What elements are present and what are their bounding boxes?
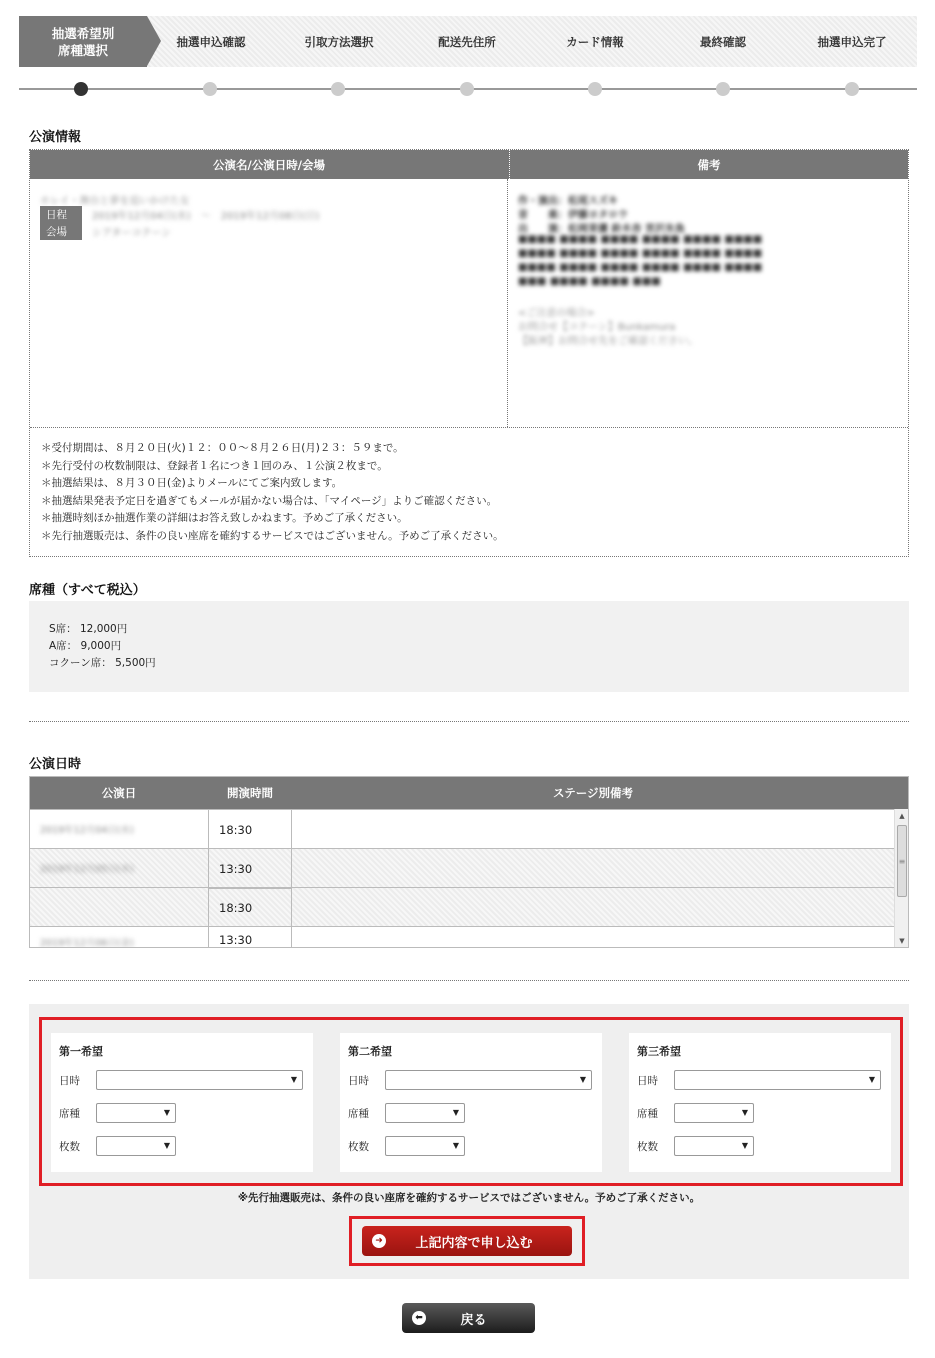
event-name: ホレイ・舞台と夢を追いかけた女: [40, 196, 190, 206]
date-label: 日時: [637, 1074, 658, 1087]
step-apply-complete: 抽選申込完了: [817, 34, 887, 49]
choice-selection-frame: [39, 1017, 903, 1186]
chevron-down-icon: ▼: [579, 1075, 586, 1084]
chevron-down-icon: ▼: [741, 1108, 748, 1117]
scroll-up-icon[interactable]: ▲: [899, 812, 905, 820]
step-shipping-address: 配送先住所: [438, 34, 496, 49]
row-date: 2019年12月06日(金): [40, 938, 134, 948]
third-choice-qty-select[interactable]: [674, 1136, 754, 1156]
third-choice-seat-select[interactable]: [674, 1103, 754, 1123]
progress-dot: [845, 82, 859, 96]
qty-label: 枚数: [637, 1140, 658, 1153]
choice-title: 第二希望: [348, 1045, 392, 1058]
note-line: ＊先行受付の枚数制限は、登録者１名につき１回のみ、１公演２枚まで。: [41, 459, 388, 472]
dates-scrollbar[interactable]: [894, 809, 908, 948]
remarks-line: お問合せ【コクーン】Bunkamura: [518, 322, 676, 332]
second-choice-panel: [340, 1033, 602, 1172]
remarks-line: <ご注意の場合>: [518, 308, 595, 318]
performance-notes: [30, 427, 908, 557]
first-choice-seat-select[interactable]: [96, 1103, 176, 1123]
step-label-line1: 抽選希望別: [51, 25, 115, 41]
second-choice-date-select[interactable]: [385, 1070, 592, 1090]
chevron-down-icon: ▼: [868, 1075, 875, 1084]
seat-type-item: A席： 9,000円: [49, 640, 122, 652]
progress-dot: [716, 82, 730, 96]
note-line: ＊先行抽選販売は、条件の良い座席を確約するサービスではございません。予めご了承ください。: [41, 529, 504, 542]
step-label-line2: 席種選択: [57, 42, 108, 58]
step-pickup-method: 引取方法選択: [304, 34, 374, 49]
note-line: ＊抽選結果発表予定日を過ぎてもメールが届かない場合は、「マイページ」よりご確認ください。: [41, 494, 498, 507]
arrow-right-circle-icon: ➜: [372, 1234, 386, 1248]
seat-type-list: [29, 601, 909, 692]
section-divider: [29, 721, 909, 722]
col-date-header: 公演日: [101, 786, 137, 800]
row-date: 2019年12月05日(木): [40, 864, 134, 875]
progress-dot: [331, 82, 345, 96]
event-details: [30, 179, 508, 427]
col-event-header: 公演名/公演日時/会場: [213, 157, 325, 172]
application-area: [29, 1004, 909, 1279]
seat-type-item: コクーン席： 5,500円: [49, 657, 156, 669]
col-time-header: 開演時間: [227, 786, 273, 800]
col-remarks-header: 備考: [509, 150, 908, 179]
col-stage-remarks-header: ステージ別備考: [552, 786, 634, 800]
event-date-range: 2019年12月04日(水) ～ 2019年12月08日(日): [92, 211, 320, 222]
dates-section-title: 公演日時: [29, 757, 82, 772]
row-date: 2019年12月04日(水): [40, 825, 134, 836]
chevron-down-icon: ▼: [163, 1141, 170, 1150]
back-button-label: 戻る: [460, 1312, 487, 1328]
remarks-line: 音 楽：伊藤ヨタロウ: [518, 210, 628, 220]
remarks-line: 作・演出：松尾スズキ: [518, 196, 618, 206]
date-tag: 日程: [40, 206, 82, 223]
date-label: 日時: [59, 1074, 80, 1087]
row-time: 13:30: [208, 927, 292, 948]
scroll-down-icon[interactable]: ▼: [899, 937, 905, 945]
chevron-down-icon: ▼: [741, 1141, 748, 1150]
chevron-down-icon: ▼: [452, 1108, 459, 1117]
seats-section-title: 席種（すべて税込）: [29, 583, 146, 598]
row-time: 18:30: [208, 888, 292, 927]
row-time: 18:30: [208, 810, 292, 849]
progress-dot: [588, 82, 602, 96]
performance-info-table: [29, 149, 909, 557]
qty-label: 枚数: [59, 1140, 80, 1153]
chevron-down-icon: ▼: [163, 1108, 170, 1117]
seat-type-item: S席： 12,000円: [49, 623, 128, 635]
table-row: [30, 809, 894, 848]
progress-dot: [460, 82, 474, 96]
performance-table-header: [30, 150, 908, 179]
row-date: [30, 888, 208, 912]
table-row: [30, 887, 894, 926]
note-line: ＊抽選結果は、８月３０日(金)よりメールにてご案内致します。: [41, 477, 343, 489]
submit-button-frame: [349, 1216, 585, 1266]
first-choice-date-select[interactable]: [96, 1070, 303, 1090]
date-label: 日時: [348, 1074, 369, 1087]
step-card-info: カード情報: [566, 34, 624, 49]
section-divider: [29, 980, 909, 981]
table-row: [30, 926, 894, 948]
performance-dates-table[interactable]: [29, 776, 909, 948]
third-choice-date-select[interactable]: [674, 1070, 881, 1090]
choice-title: 第一希望: [59, 1045, 103, 1058]
event-remarks: [509, 179, 908, 427]
qty-label: 枚数: [348, 1140, 369, 1153]
second-choice-seat-select[interactable]: [385, 1103, 465, 1123]
second-choice-qty-select[interactable]: [385, 1136, 465, 1156]
remarks-line: 出 演：松岡茉優 鈴木杏 宮沢氷魚: [518, 224, 685, 234]
first-choice-qty-select[interactable]: [96, 1136, 176, 1156]
progress-dot-active: [74, 82, 88, 96]
remarks-cast-block: ■■■■ ■■■■ ■■■■ ■■■■ ■■■■ ■■■■: [518, 248, 763, 259]
submit-button-label: 上記内容で申し込む: [415, 1235, 533, 1251]
seat-label: 席種: [637, 1107, 658, 1120]
table-row: [30, 848, 894, 887]
remarks-line: 【阪神】お問合せ先をご確認ください。: [518, 336, 698, 346]
scroll-thumb[interactable]: ≡: [897, 825, 907, 897]
performance-section-title: 公演情報: [29, 130, 82, 145]
seat-label: 席種: [59, 1107, 80, 1120]
row-time: 13:30: [208, 849, 292, 888]
submit-application-button[interactable]: [362, 1226, 572, 1256]
dates-table-header: [30, 777, 908, 809]
third-choice-panel: [629, 1033, 891, 1172]
note-line: ＊抽選時刻ほか抽選作業の詳細はお答え致しかねます。予めご了承ください。: [41, 512, 408, 524]
event-venue: シアターコクーン: [92, 228, 172, 239]
chevron-down-icon: ▼: [290, 1075, 297, 1084]
arrow-left-circle-icon: ⬅: [412, 1311, 426, 1325]
remarks-cast-block: ■■■■ ■■■■ ■■■■ ■■■■ ■■■■ ■■■■: [518, 234, 763, 245]
note-line: ＊受付期間は、８月２０日(火)１２：００～８月２６日(月)２３：５９まで。: [41, 442, 404, 454]
first-choice-panel: [51, 1033, 313, 1172]
application-note: ※先行抽選販売は、条件の良い座席を確約するサービスではございません。予めご了承ください。: [237, 1192, 701, 1204]
step-seat-selection: [19, 16, 147, 67]
remarks-spacer: [518, 290, 899, 304]
choice-title: 第三希望: [637, 1045, 681, 1058]
progress-dot: [203, 82, 217, 96]
remarks-cast-block: ■■■■ ■■■■ ■■■■ ■■■■ ■■■■ ■■■■: [518, 262, 763, 273]
venue-tag: 会場: [40, 223, 82, 240]
chevron-down-icon: ▼: [452, 1141, 459, 1150]
remarks-cast-block: ■■■ ■■■■ ■■■■ ■■■: [518, 276, 661, 287]
step-progress-bar: [19, 16, 917, 67]
step-apply-confirm: 抽選申込確認: [176, 34, 246, 49]
step-final-confirm: 最終確認: [700, 34, 746, 49]
back-button[interactable]: [402, 1303, 535, 1333]
seat-label: 席種: [348, 1107, 369, 1120]
